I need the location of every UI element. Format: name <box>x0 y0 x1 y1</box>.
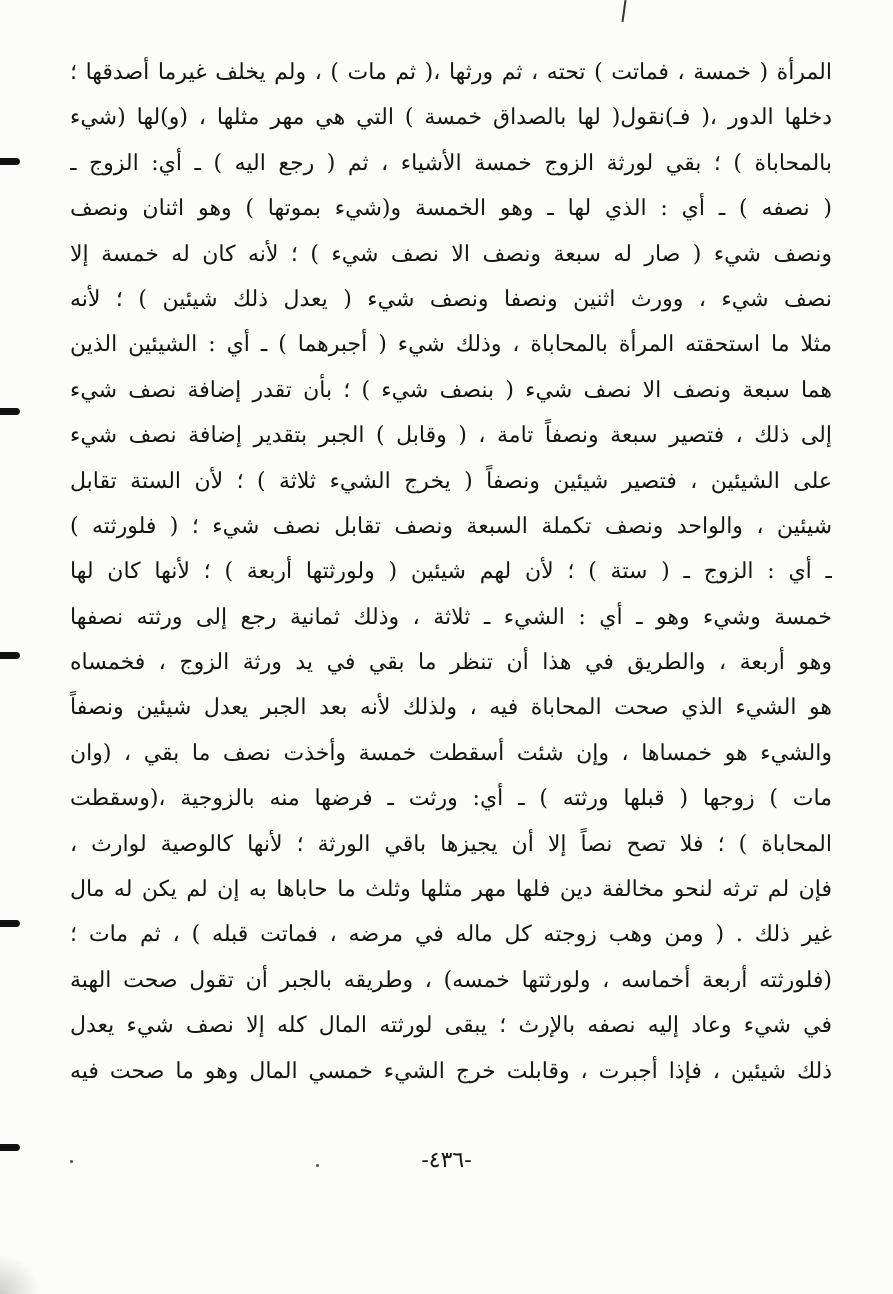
text-line: شيئين ، والواحد ونصف تكملة السبعة ونصف تقابل نصف شيء ؛ ( فلورثته ) <box>70 513 832 539</box>
text-line: مثلا ما استحقته المرأة بالمحاباة ، وذلك شيء ( أجبرهما ) ـ أي : الشيئين الذين <box>70 332 832 358</box>
text-line: (فلورثته أربعة أخماسه ، ولورثتها خمسه) ، وطريقه بالجبر أن تقول صحت الهبة <box>70 967 832 993</box>
text-line: ذلك شيئين ، فإذا أجبرت ، وقابلت خرج الشيء خمسي المال وهو ما صحت فيه <box>70 1058 832 1084</box>
margin-mark <box>0 408 20 415</box>
margin-mark <box>0 158 20 165</box>
text-line: دخلها الدور ،( فـ)نقول( لها بالصداق خمسة ) التي هي مهر مثلها ، (و)لها (شيء <box>70 105 832 131</box>
text-line: المحاباة ) ؛ فلا تصح نصاً إلا أن يجيزها باقي الورثة ؛ لأنها كالوصية لوارث ، <box>70 831 832 857</box>
text-line: فإن لم ترثه لنحو مخالفة دين فلها مهر مثلها وثلث ما حاباها به إن لم يكن له مال <box>70 877 832 903</box>
text-line: ـ أي : الزوج ـ ( ستة ) ؛ لأن لهم شيئين ( ولورثتها أربعة ) ؛ لأنها كان لها <box>70 559 832 585</box>
text-line: هما سبعة ونصف الا نصف شيء ( بنصف شيء ) ؛ بأن تقدر إضافة نصف شيء <box>70 377 832 403</box>
pen-mark <box>621 0 626 22</box>
margin-mark <box>0 652 20 659</box>
text-line: نصف شيء ، وورث اثنين ونصفا ونصف شيء ( يعدل ذلك شيئين ) ؛ لأنه <box>70 286 832 312</box>
margin-mark <box>0 920 20 927</box>
text-line: خمسة وشيء وهو ـ أي : الشيء ـ ثلاثة ، وذلك ثمانية رجع إلى ورثته نصفها <box>70 604 832 630</box>
page-number: -٤٣٦- <box>421 1148 472 1173</box>
text-line: المرأة ( خمسة ، فماتت ) تحته ، ثم ورثها ،( ثم مات ) ، ولم يخلف غيرما أصدقها ؛ <box>70 60 832 85</box>
text-line: مات ) زوجها ( قبلها ورثته ) ـ أي: ورثت ـ فرضها منه بالزوجية ،(وسقطت <box>70 786 832 812</box>
scan-noise <box>0 1254 40 1294</box>
text-line: بالمحاباة ) ؛ بقي لورثة الزوج خمسة الأشياء ، ثم ( رجع اليه ) ـ أي: الزوج ـ <box>70 150 832 176</box>
text-line: هو الشيء الذي صحت المحاباة فيه ، ولذلك لأنه بعد الجبر يعدل شيئين ونصفاً <box>70 695 832 721</box>
text-line: في شيء وعاد إليه نصفه بالإرث ؛ يبقى لورثته المال كله إلا نصف شيء يعدل <box>70 1013 832 1039</box>
body-text <box>70 50 832 1094</box>
text-line: ونصف شيء ( صار له سبعة ونصف الا نصف شيء ) ؛ لأنه كان له خمسة إلا <box>70 241 832 267</box>
text-line: ( نصفه ) ـ أي : الذي لها ـ وهو الخمسة و(شيء بموتها ) وهو اثنان ونصف <box>70 196 832 222</box>
text-line: إلى ذلك ، فتصير سبعة ونصفاً تامة ، ( وقابل ) الجبر بتقدير إضافة نصف شيء <box>70 423 832 449</box>
text-line: وهو أربعة ، والطريق في هذا أن تنظر ما بقي في يد ورثة الزوج ، فخمساه <box>70 650 832 676</box>
text-line: على الشيئين ، فتصير شيئين ونصفاً ( يخرج الشيء ثلاثة ) ؛ لأن الستة تقابل <box>70 468 832 494</box>
text-line: والشيء هو خمساها ، وإن شئت أسقطت خمسة وأخذت نصف ما بقي ، (وان <box>70 740 832 766</box>
text-line: غير ذلك . ( ومن وهب زوجته كل ماله في مرضه ، فماتت قبله ) ، ثم مات ؛ <box>70 922 832 948</box>
